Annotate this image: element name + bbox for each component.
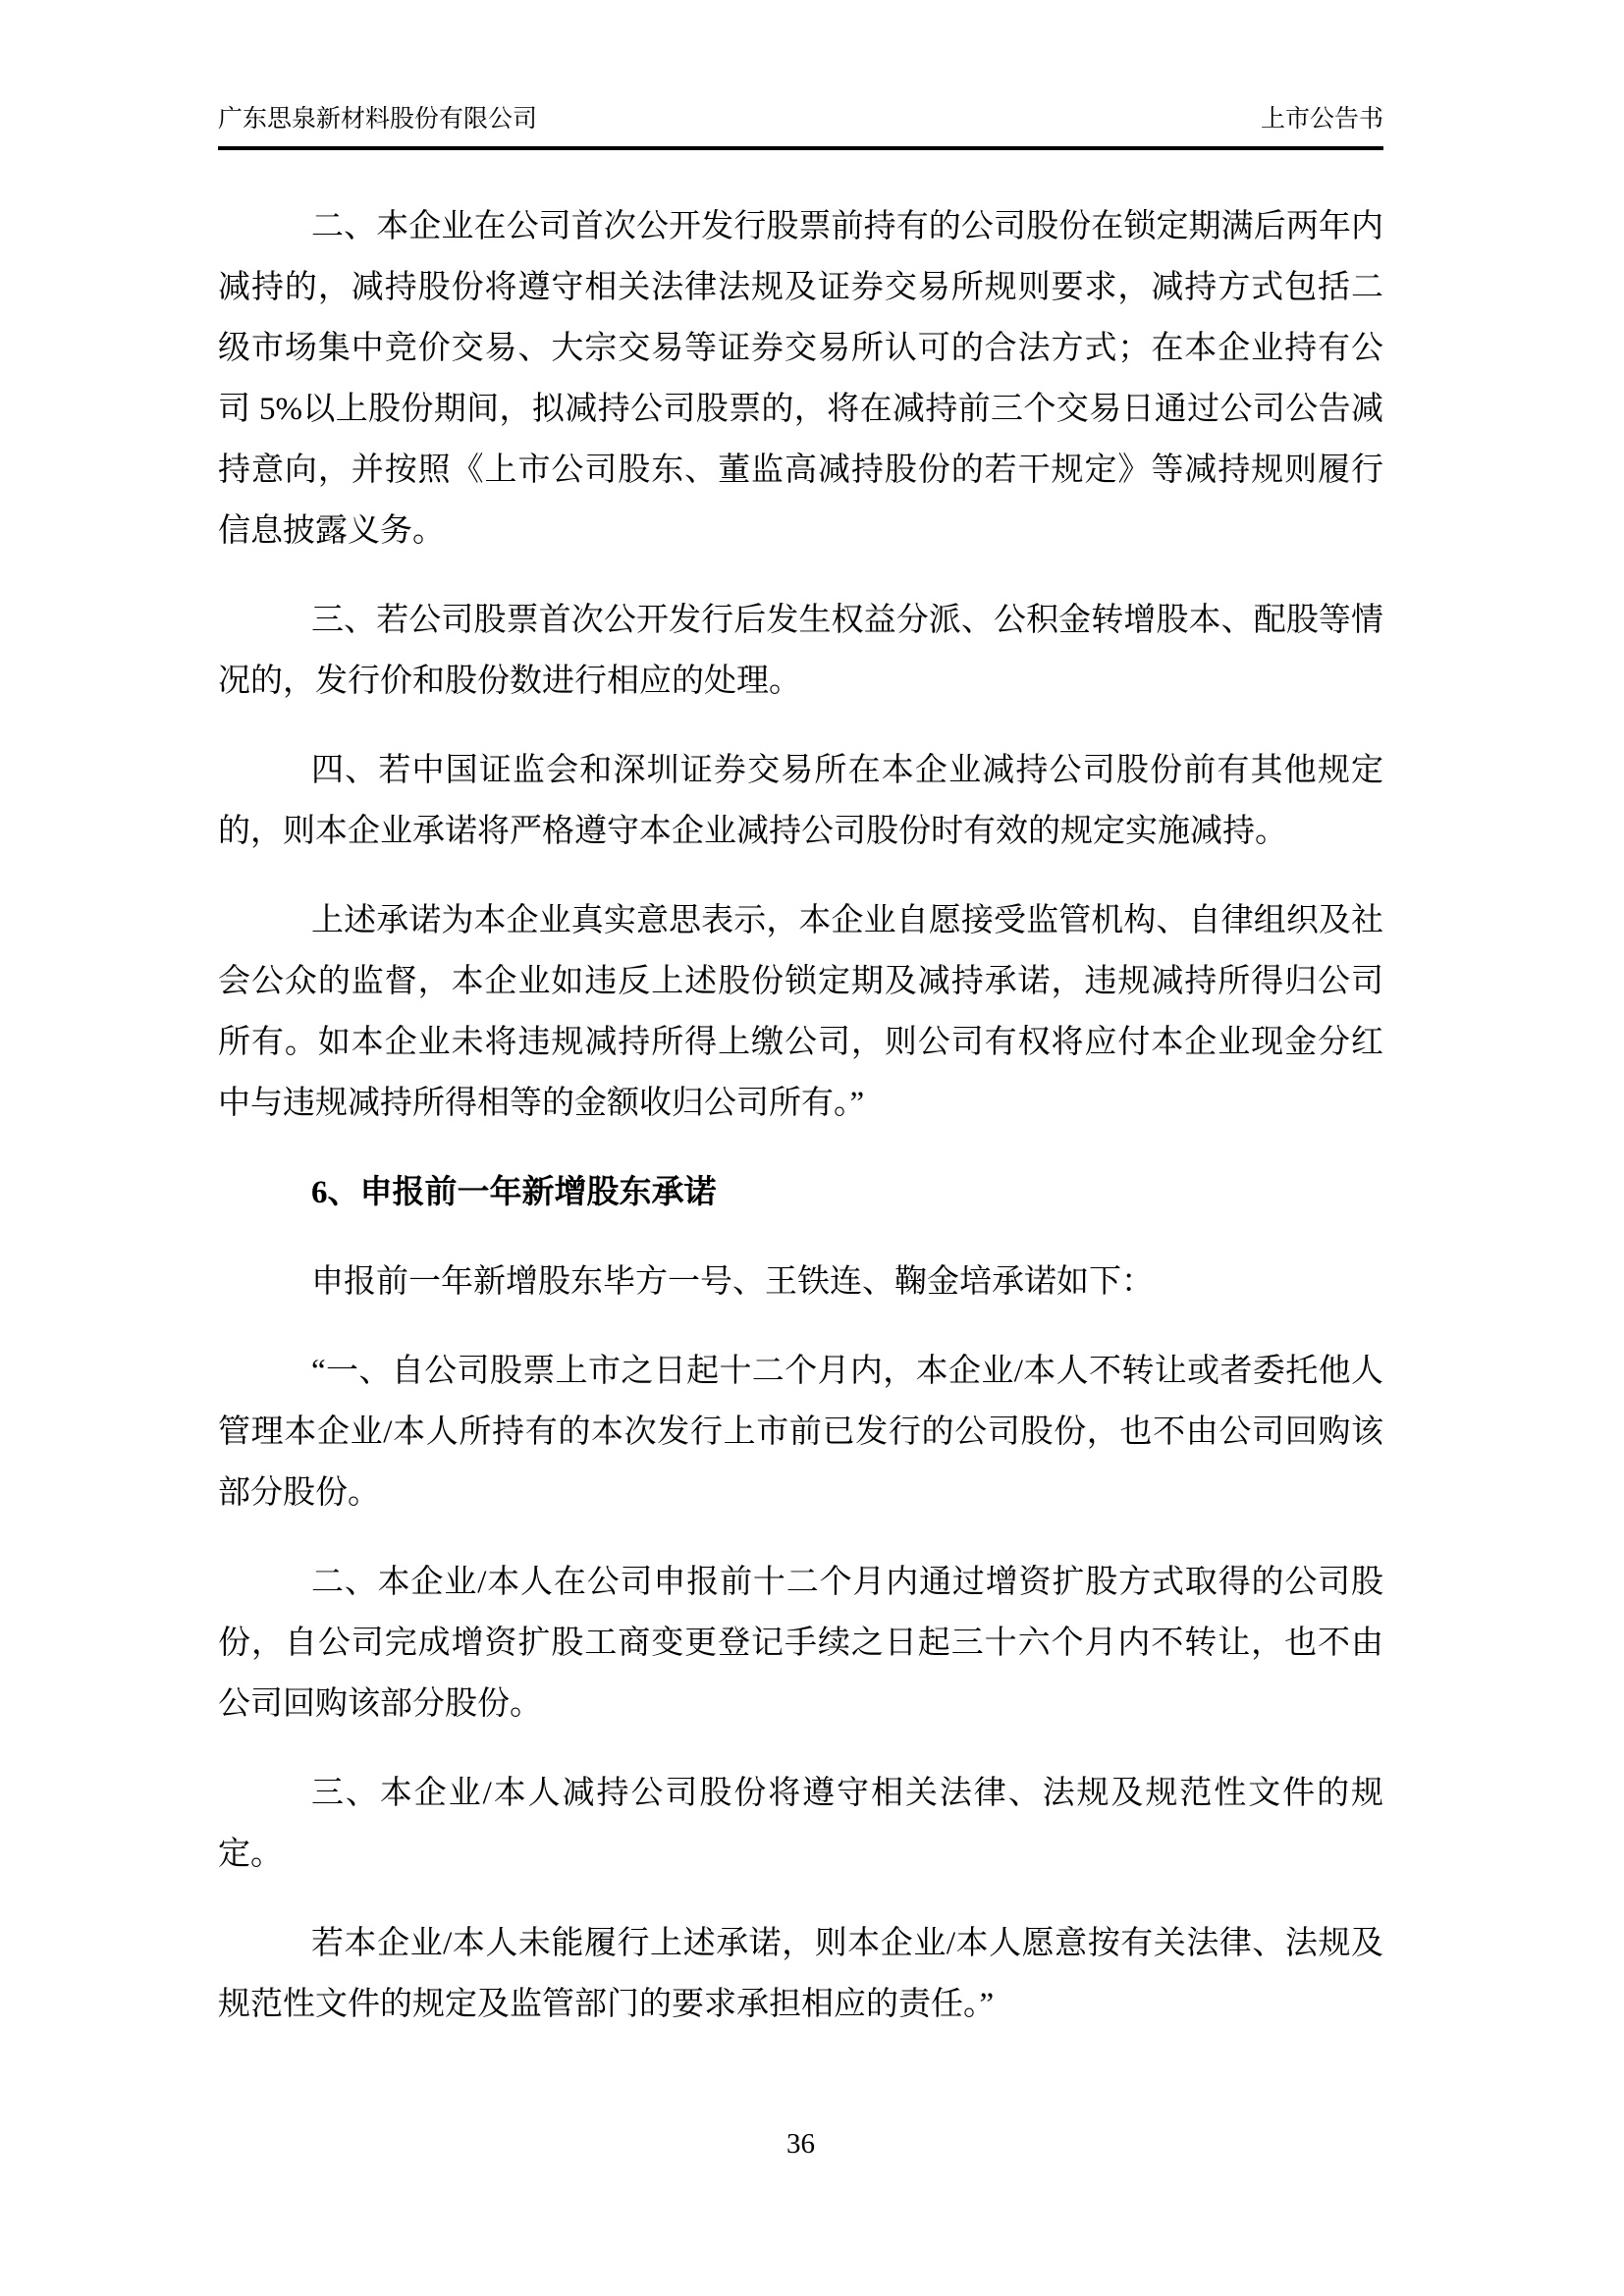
- paragraph: 二、本企业在公司首次公开发行股票前持有的公司股份在锁定期满后两年内减持的，减持股份将遵守相关法律法规及证券交易所规则要求，减持方式包括二级市场集中竞价交易、大宗交易等证券交易所认可的合法方式；在本企业持有公司 5%以上股份期间，拟减持公司股票的，将在减持前三个交易日通过公司公告减持意向，并按照《上市公司股东、董监高减持股份的若干规定》等减持规则履行信息披露义务。: [218, 209, 1383, 549]
- paragraph: 四、若中国证监会和深圳证券交易所在本企业减持公司股份前有其他规定的，则本企业承诺将严格遵守本企业减持公司股份时有效的规定实施减持。: [218, 753, 1383, 849]
- document-body: [218, 196, 1383, 2063]
- paragraph: 若本企业/本人未能履行上述承诺，则本企业/本人愿意按有关法律、法规及规范性文件的规定及监管部门的要求承担相应的责任。”: [218, 1926, 1383, 2022]
- paragraph: “一、自公司股票上市之日起十二个月内，本企业/本人不转让或者委托他人管理本企业/本人所持有的本次发行上市前已发行的公司股份，也不由公司回购该部分股份。: [218, 1354, 1383, 1511]
- paragraph: 申报前一年新增股东毕方一号、王铁连、鞠金培承诺如下：: [311, 1264, 1154, 1300]
- paragraph: 三、本企业/本人减持公司股份将遵守相关法律、法规及规范性文件的规定。: [218, 1776, 1383, 1872]
- header-doc-title: 上市公告书: [1260, 106, 1383, 133]
- paragraph: 上述承诺为本企业真实意思表示，本企业自愿接受监管机构、自律组织及社会公众的监督，本企业如违反上述股份锁定期及减持承诺，违规减持所得归公司所有。如本企业未将违规减持所得上缴公司，则公司有权将应付本企业现金分红中与违规减持所得相等的金额收归公司所有。”: [218, 903, 1383, 1121]
- paragraph: 二、本企业/本人在公司申报前十二个月内通过增资扩股方式取得的公司股份，自公司完成增资扩股工商变更登记手续之日起三十六个月内不转让，也不由公司回购该部分股份。: [218, 1565, 1383, 1722]
- page-header: [218, 104, 1383, 150]
- section-heading: 6、申报前一年新增股东承诺: [311, 1175, 717, 1210]
- paragraph: 三、若公司股票首次公开发行后发生权益分派、公积金转增股本、配股等情况的，发行价和股份数进行相应的处理。: [218, 603, 1383, 699]
- page-number: 36: [786, 2128, 815, 2160]
- header-company-name: 广东思泉新材料股份有限公司: [218, 106, 538, 133]
